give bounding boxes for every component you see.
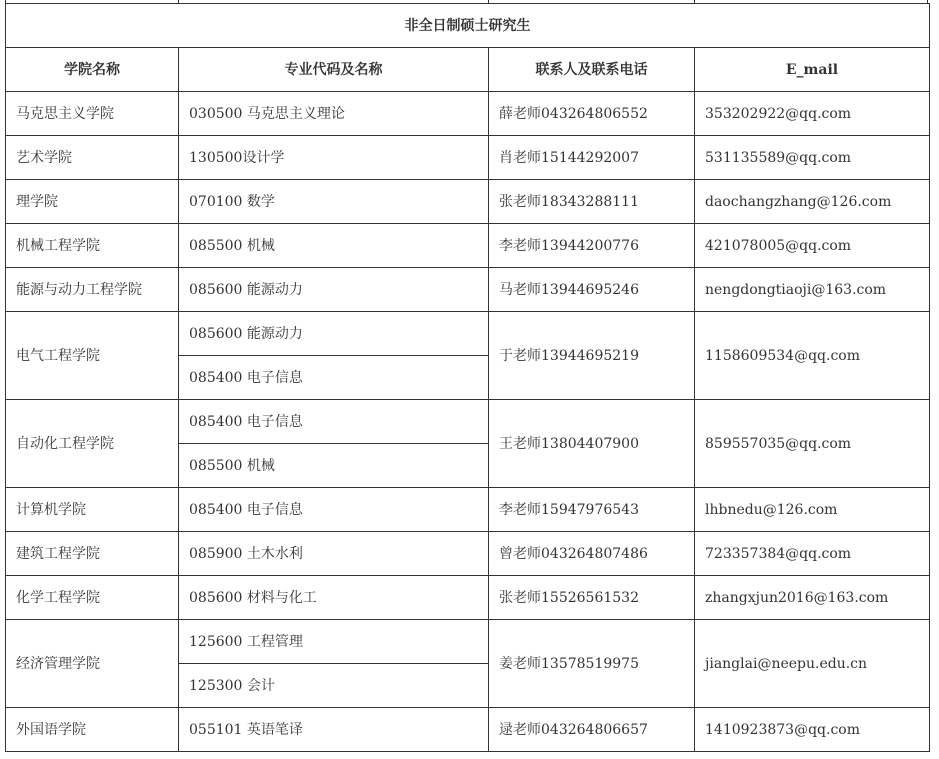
contact-email: jianglai@neepu.edu.cn	[695, 620, 930, 708]
table-row	[6, 488, 930, 532]
contact-email: daochangzhang@126.com	[695, 180, 930, 224]
table-row	[6, 180, 930, 224]
contact-person-phone: 于老师13944695219	[489, 312, 695, 400]
contact-person-phone: 薛老师043264806552	[489, 92, 695, 136]
school-name: 马克思主义学院	[6, 92, 179, 136]
contact-person-phone: 张老师18343288111	[489, 180, 695, 224]
school-name: 机械工程学院	[6, 224, 179, 268]
table-row	[6, 268, 930, 312]
school-name: 艺术学院	[6, 136, 179, 180]
table-row	[6, 620, 930, 664]
contact-person-phone: 曾老师043264807486	[489, 532, 695, 576]
header-email: E_mail	[695, 48, 930, 92]
table-row	[6, 312, 930, 356]
table-header-row	[6, 48, 930, 92]
major-code-name: 085400 电子信息	[179, 356, 489, 400]
contact-person-phone: 张老师15526561532	[489, 576, 695, 620]
contact-email: 421078005@qq.com	[695, 224, 930, 268]
contact-email: lhbnedu@126.com	[695, 488, 930, 532]
school-name: 理学院	[6, 180, 179, 224]
contact-email: 1410923873@qq.com	[695, 708, 930, 752]
contact-email: nengdongtiaoji@163.com	[695, 268, 930, 312]
school-name: 电气工程学院	[6, 312, 179, 400]
major-code-name: 085400 电子信息	[179, 400, 489, 444]
major-code-name: 085500 机械	[179, 224, 489, 268]
major-code-name: 030500 马克思主义理论	[179, 92, 489, 136]
major-code-name: 130500设计学	[179, 136, 489, 180]
school-name: 外国语学院	[6, 708, 179, 752]
table-row	[6, 708, 930, 752]
contact-person-phone: 肖老师15144292007	[489, 136, 695, 180]
contact-email: 353202922@qq.com	[695, 92, 930, 136]
contact-email: 1158609534@qq.com	[695, 312, 930, 400]
table-row	[6, 400, 930, 444]
contact-person-phone: 李老师13944200776	[489, 224, 695, 268]
major-code-name: 055101 英语笔译	[179, 708, 489, 752]
major-code-name: 125600 工程管理	[179, 620, 489, 664]
major-code-name: 085900 土木水利	[179, 532, 489, 576]
school-name: 经济管理学院	[6, 620, 179, 708]
school-name: 自动化工程学院	[6, 400, 179, 488]
contact-email: 859557035@qq.com	[695, 400, 930, 488]
contact-person-phone: 王老师13804407900	[489, 400, 695, 488]
major-code-name: 085400 电子信息	[179, 488, 489, 532]
contact-person-phone: 李老师15947976543	[489, 488, 695, 532]
header-school: 学院名称	[6, 48, 179, 92]
major-code-name: 085600 能源动力	[179, 268, 489, 312]
graduate-contact-table	[5, 3, 930, 752]
header-major: 专业代码及名称	[179, 48, 489, 92]
table-row	[6, 136, 930, 180]
major-code-name: 085600 能源动力	[179, 312, 489, 356]
contact-email: 723357384@qq.com	[695, 532, 930, 576]
school-name: 计算机学院	[6, 488, 179, 532]
major-code-name: 070100 数学	[179, 180, 489, 224]
school-name: 能源与动力工程学院	[6, 268, 179, 312]
header-contact: 联系人及联系电话	[489, 48, 695, 92]
contact-person-phone: 逯老师043264806657	[489, 708, 695, 752]
school-name: 建筑工程学院	[6, 532, 179, 576]
contact-person-phone: 马老师13944695246	[489, 268, 695, 312]
table-row	[6, 224, 930, 268]
table-row	[6, 576, 930, 620]
table-row	[6, 532, 930, 576]
school-name: 化学工程学院	[6, 576, 179, 620]
table-caption-row	[6, 4, 930, 48]
contact-person-phone: 姜老师13578519975	[489, 620, 695, 708]
contact-email: zhangxjun2016@163.com	[695, 576, 930, 620]
table-caption: 非全日制硕士研究生	[6, 4, 930, 48]
major-code-name: 085600 材料与化工	[179, 576, 489, 620]
major-code-name: 125300 会计	[179, 664, 489, 708]
major-code-name: 085500 机械	[179, 444, 489, 488]
table-row	[6, 92, 930, 136]
contact-email: 531135589@qq.com	[695, 136, 930, 180]
